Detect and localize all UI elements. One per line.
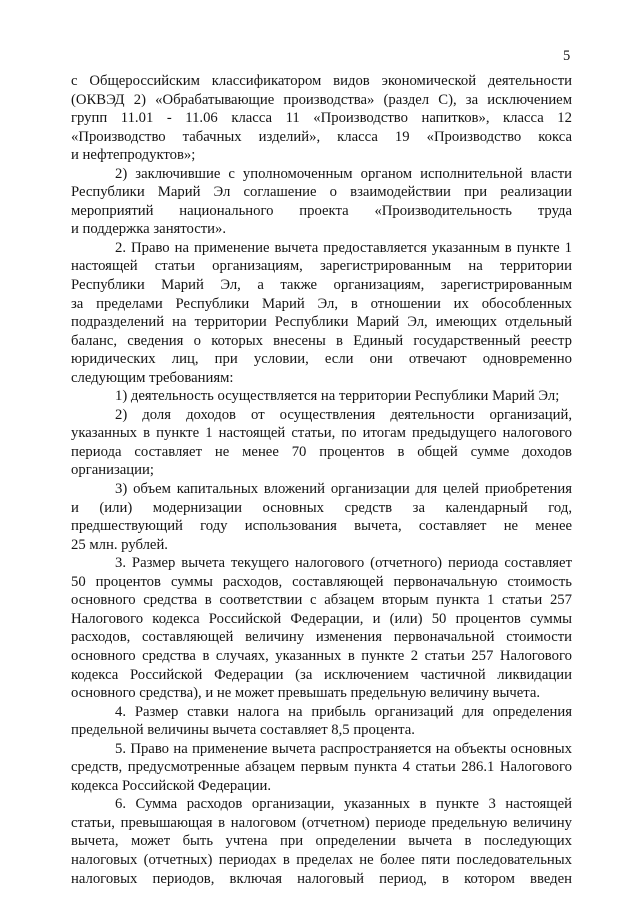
text-line: 25 млн. рублей. <box>71 536 168 553</box>
text-line: с Общероссийским классификатором видов экономической деятельности <box>71 73 572 89</box>
text-line: основного средства), и не может превышать предельную величину вычета. <box>71 685 541 702</box>
text-line: и поддержка занятости». <box>71 221 227 238</box>
text-line: налоговых (отчетных) периодах в пределах не более пяти последовательных <box>71 851 572 868</box>
text-line: организации; <box>71 462 154 479</box>
text-line: предельной величины вычета составляет 8,5 процента. <box>71 722 415 739</box>
text-line: юридических лиц, при условии, если они отвечают одновременно <box>71 351 572 368</box>
text-line: 4. Размер ставки налога на прибыль организаций для определения <box>115 703 572 720</box>
text-line: периода составляет не менее 70 процентов в общей сумме доходов <box>71 443 572 460</box>
text-line: вычета, может быть учтена при определении вычета в последующих <box>71 833 572 850</box>
text-line: 2) заключившие с уполномоченным органом исполнительной власти <box>115 165 572 182</box>
text-line: Республики Марий Эл, а также организациям, зарегистрированным <box>71 277 572 294</box>
text-line: основного средства в случаях, указанных в пункте 2 статьи 257 Налогового <box>71 647 572 664</box>
text-line: 6. Сумма расходов организации, указанных в пункте 3 настоящей <box>115 796 572 813</box>
text-line: баланс, сведения о которых внесены в Единый государственный реестр <box>71 332 572 349</box>
text-line: кодекса Российской Федерации. <box>71 777 272 794</box>
text-line: 1) деятельность осуществляется на территории Республики Марий Эл; <box>115 388 560 405</box>
text-line: «Производство табачных изделий», класса 19 «Производство кокса <box>71 128 572 145</box>
text-line: мероприятий национального проекта «Производительность труда <box>71 202 572 219</box>
text-line: расходов, составляющей величину изменения первоначальной стоимости <box>71 629 572 646</box>
text-line: (ОКВЭД 2) «Обрабатывающие производства» (раздел С), за исключением <box>71 91 572 108</box>
text-line: кодекса Российской Федерации (за исключением частичной ликвидации <box>71 666 572 683</box>
text-line: указанных в пункте 1 настоящей статьи, по итогам предыдущего налогового <box>71 425 572 442</box>
text-line: 2. Право на применение вычета предоставляется указанным в пункте 1 <box>115 239 572 256</box>
text-line: статьи, превышающая в налоговом (отчетном) периоде предельную величину <box>71 814 572 831</box>
text-line: основного средства в соответствии с абзацем вторым пункта 1 статьи 257 <box>71 592 572 609</box>
text-line: следующим требованиям: <box>71 369 234 386</box>
text-line: Республики Марий Эл соглашение о взаимодействии при реализации <box>71 184 572 201</box>
text-line: 5. Право на применение вычета распространяется на объекты основных <box>115 740 572 757</box>
text-line: 50 процентов суммы расходов, составляющей первоначальную стоимость <box>71 573 572 590</box>
text-line: 3) объем капитальных вложений организации для целей приобретения <box>115 481 572 498</box>
text-line: 2) доля доходов от осуществления деятельности организаций, <box>115 406 572 423</box>
text-line: настоящей статьи организациям, зарегистрированным на территории <box>71 258 572 275</box>
text-line: и (или) модернизации основных средств за календарный год, <box>71 499 572 516</box>
text-line: групп 11.01 - 11.06 класса 11 «Производство напитков», класса 12 <box>71 110 572 127</box>
document-body <box>71 72 572 888</box>
text-line: 3. Размер вычета текущего налогового (отчетного) периода составляет <box>115 555 572 572</box>
text-line: средств, предусмотренные абзацем первым пункта 4 статьи 286.1 Налогового <box>71 759 572 776</box>
page-number: 5 <box>563 48 571 64</box>
text-line: и нефтепродуктов»; <box>71 147 196 164</box>
text-line: предшествующий году использования вычета, составляет не менее <box>71 518 572 535</box>
text-line: подразделений на территории Республики Марий Эл, имеющих отдельный <box>71 314 572 331</box>
text-line: за пределами Республики Марий Эл, в отношении их обособленных <box>71 295 572 312</box>
text-line: налоговых периодов, включая налоговый период, в котором введен <box>71 870 572 887</box>
text-line: Налогового кодекса Российской Федерации, и (или) 50 процентов суммы <box>71 610 572 627</box>
